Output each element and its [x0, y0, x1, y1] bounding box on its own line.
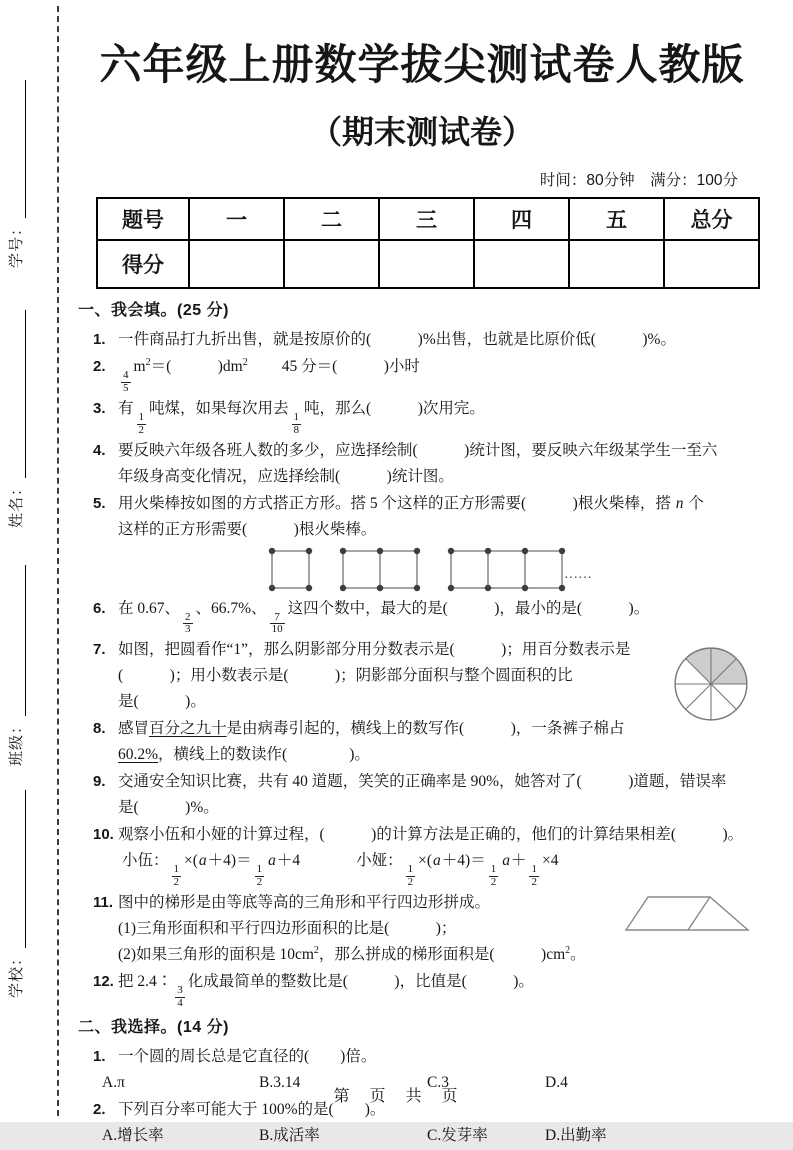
question-text: ＋ [510, 852, 527, 870]
question-line [118, 716, 766, 742]
math-variable: a [433, 852, 441, 870]
fill-in-line [11, 565, 26, 716]
question-text: m [133, 358, 146, 375]
student-info-label: 学号： [8, 219, 25, 268]
score-table-header-cell: 三 [379, 198, 474, 240]
question-text: 吨煤，如果每次用去 [149, 399, 289, 417]
question-line [118, 1044, 766, 1070]
fill-in-line [11, 310, 26, 478]
question [78, 716, 766, 768]
question-text: 把 2.4∶ [118, 973, 173, 990]
question-text: 、66.7%、 [195, 599, 267, 617]
question-number: 5. [93, 494, 106, 512]
option: A.增长率 [102, 1126, 164, 1144]
question-text: 这四个数中，最大的是( )，最小的是( )。 [287, 599, 650, 617]
math-variable: n [675, 494, 684, 512]
question-text: (1)三角形面积和平行四边形面积的比是( )； [118, 920, 457, 937]
fraction-denominator: 2 [173, 876, 180, 889]
question-text: 一个圆的周长总是它直径的( )倍。 [118, 1047, 377, 1065]
question [78, 637, 766, 715]
score-cell [379, 240, 474, 288]
fill-in-line [11, 790, 26, 948]
question-line [118, 663, 766, 689]
fraction-denominator: 5 [123, 381, 129, 394]
score-cell [569, 240, 664, 288]
page-title: 六年级上册数学拔尖测试卷人教版 [99, 41, 745, 88]
question-text: 个 [684, 494, 704, 512]
question-text: 小伍： [122, 852, 169, 870]
score-cell [474, 240, 569, 288]
question-text: ×4 [541, 852, 559, 870]
fraction-denominator: 2 [256, 876, 263, 889]
student-info-field [4, 565, 26, 766]
question-line [118, 464, 766, 490]
question-text: (2)如果三角形的面积是 10cm [118, 946, 314, 963]
question-text: 是( )。 [118, 693, 206, 711]
student-info-label: 学校： [8, 949, 25, 998]
student-info-label: 姓名： [8, 479, 25, 528]
fraction-numerator: 1 [531, 863, 537, 876]
question-text: 观察小伍和小娅的计算过程，( )的计算方法是正确的，他们的计算结果相差( )。 [118, 826, 744, 844]
options-row [102, 1123, 766, 1149]
question-line [118, 438, 766, 464]
fraction-numerator: 4 [123, 369, 129, 381]
fraction-denominator: 3 [185, 623, 191, 636]
question-text: ×( [184, 852, 198, 870]
fraction [121, 370, 131, 395]
option: D.出勤率 [545, 1126, 607, 1144]
question-line [118, 491, 766, 517]
score-table [96, 197, 760, 289]
score-table-header-cell: 一 [189, 198, 284, 240]
score-cell [189, 240, 284, 288]
fraction-denominator: 2 [138, 423, 145, 436]
underlined-text: 百分之九十 [149, 720, 227, 738]
question-line [118, 354, 766, 395]
question-text: ＋4)＝ [441, 852, 486, 870]
question [78, 396, 766, 437]
score-cell [284, 240, 379, 288]
fraction [529, 864, 539, 889]
underlined-text: 60.2% [118, 746, 159, 764]
question [78, 354, 766, 395]
fraction-denominator: 4 [177, 996, 183, 1009]
question-line [118, 742, 766, 768]
question-text: 交通安全知识比赛，共有 40 道题，笑笑的正确率是 90%，她答对了( )道题，错误率 [118, 773, 727, 791]
question-text: ，横线上的数读作( )。 [158, 746, 370, 764]
trapezoid-composite-diagram [622, 892, 752, 934]
question-text: ＋4 [276, 852, 301, 870]
question-text: 在 0.67、 [118, 599, 181, 617]
question [78, 890, 766, 968]
fraction [183, 612, 193, 637]
fraction-denominator: 2 [490, 876, 497, 889]
seal-dashed-line [57, 6, 59, 1116]
question-number: 11. [93, 894, 114, 911]
question-line [118, 942, 766, 968]
superscript: 2 [313, 944, 319, 956]
question-number: 10. [93, 826, 114, 844]
option: B.3.14 [259, 1073, 301, 1091]
question-line [118, 848, 766, 889]
section-heading: 二、我选择。(14 分) [78, 1018, 229, 1036]
question-text: ×( [418, 852, 433, 870]
section-heading: 一、我会填。(25 分) [78, 302, 229, 319]
superscript: 2 [242, 356, 248, 368]
fraction-numerator: 2 [185, 610, 191, 623]
fraction [292, 412, 302, 437]
question-text: 吨，那么( )次用完。 [304, 399, 485, 417]
question-number: 3. [93, 399, 106, 417]
question-number: 12. [93, 973, 114, 990]
score-table-header-cell: 总分 [664, 198, 759, 240]
question-text: ＋4)＝ [207, 852, 252, 870]
fraction [137, 412, 147, 437]
student-info-field [4, 310, 26, 528]
question-number: 1. [93, 1047, 106, 1065]
question-line [118, 596, 766, 637]
fraction-numerator: 1 [490, 863, 497, 876]
paper-content [78, 20, 766, 1150]
question-text: 小娅： [356, 852, 403, 870]
score-cell [664, 240, 759, 288]
option: B.成活率 [259, 1126, 320, 1144]
question-text: 年级身高变化情况，应选择绘制( )统计图。 [118, 467, 454, 485]
fill-in-line [11, 80, 26, 218]
option: C.3 [427, 1073, 449, 1091]
question-text: 这样的正方形需要( )根火柴棒。 [118, 520, 377, 538]
math-variable: a [502, 852, 510, 870]
question-text: 要反映六年级各班人数的多少，应选择绘制( )统计图，要反映六年级某学生一至六 [118, 441, 718, 459]
superscript: 2 [145, 356, 151, 368]
fraction [175, 985, 185, 1010]
math-variable: a [268, 852, 276, 870]
fraction-numerator: 1 [293, 410, 300, 423]
question-text: ＝( )dm [150, 358, 243, 375]
student-info-label: 班级： [8, 717, 25, 766]
matchstick-squares-diagram [268, 546, 766, 594]
question-number: 4. [93, 441, 106, 459]
question-line [118, 769, 766, 795]
question [78, 327, 766, 353]
fraction-denominator: 2 [531, 876, 537, 889]
student-info-field [4, 80, 26, 268]
question-text: 是由病毒引起的，横线上的数写作( )，一条裤子棉占 [226, 720, 625, 738]
question-text: 图中的梯形是由等底等高的三角形和平行四边形拼成。 [118, 894, 491, 911]
question-number: 6. [93, 599, 106, 617]
question-text: 下列百分率可能大于 100%的是( )。 [118, 1100, 386, 1118]
questions-area [78, 298, 766, 1149]
fraction-numerator: 1 [407, 863, 414, 876]
question-number: 2. [93, 358, 106, 375]
fraction [406, 864, 416, 889]
question-line [118, 795, 766, 821]
question [78, 969, 766, 1010]
option: C.发芽率 [427, 1126, 488, 1144]
fraction-numerator: 3 [177, 984, 183, 996]
question [78, 822, 766, 889]
question-text: 如图，把圆看作“1”，那么阴影部分用分数表示是( )；用百分数表示是 [118, 641, 631, 659]
question-number: 9. [93, 773, 106, 791]
question-line [118, 822, 766, 848]
fraction-denominator: 2 [407, 876, 414, 889]
student-info-field [4, 790, 26, 998]
svg-text:……: …… [564, 566, 592, 582]
question-number: 2. [93, 1100, 106, 1118]
question-text: ，那么拼成的梯形面积是( )cm [318, 946, 566, 963]
math-variable: a [198, 852, 207, 870]
superscript: 2 [565, 944, 571, 956]
page-footer: 第 页 共 页 [333, 1088, 460, 1105]
question-text: 是( )%。 [118, 799, 219, 817]
question-line [118, 327, 766, 353]
question-text: 感冒 [118, 720, 150, 738]
question [78, 438, 766, 490]
fraction-numerator: 7 [274, 610, 280, 623]
question [78, 769, 766, 821]
question-text: 一件商品打九折出售，就是按原价的( )%出售，也就是比原价低( )%。 [118, 331, 676, 348]
question-number: 8. [93, 720, 106, 738]
fraction-denominator: 8 [293, 423, 300, 436]
question-text: ( )；用小数表示是( )；阴影部分面积与整个圆面积的比 [118, 667, 573, 685]
fraction-numerator: 1 [256, 863, 263, 876]
question [78, 596, 766, 637]
option: D.4 [545, 1073, 568, 1091]
score-table-header-cell: 二 [284, 198, 379, 240]
fraction-numerator: 1 [138, 410, 145, 423]
question-line [118, 969, 766, 1010]
fraction [172, 864, 182, 889]
question-text: 化成最简单的整数比是( )，比值是( )。 [187, 973, 534, 990]
score-table-header-cell: 四 [474, 198, 569, 240]
exam-meta: 时间：80分钟 满分：100分 [539, 172, 738, 189]
fraction-denominator: 10 [271, 623, 283, 636]
option: A.π [102, 1073, 125, 1091]
question-text: 45 分＝( )小时 [281, 358, 420, 375]
question-line [118, 517, 766, 543]
fraction [489, 864, 499, 889]
score-row-label: 得分 [97, 240, 189, 288]
question-text: 。 [570, 946, 586, 963]
page-subtitle: （期末测试卷） [309, 114, 534, 150]
fraction [270, 612, 285, 637]
fraction-numerator: 1 [173, 863, 180, 876]
question [78, 491, 766, 594]
question-line [118, 396, 766, 437]
question-line [118, 637, 766, 663]
score-table-header-row [97, 198, 759, 240]
score-table-header-cell: 题号 [97, 198, 189, 240]
question-number: 1. [93, 331, 106, 348]
fraction [255, 864, 265, 889]
question-text: 用火柴棒按如图的方式搭正方形。搭 5 个这样的正方形需要( )根火柴棒，搭 [118, 494, 675, 512]
question-number: 7. [93, 641, 106, 659]
question-line [118, 689, 766, 715]
score-table-header-cell: 五 [569, 198, 664, 240]
question-text: 有 [118, 399, 134, 417]
score-table-score-row [97, 240, 759, 288]
shaded-circle-eighths-diagram [672, 645, 750, 723]
